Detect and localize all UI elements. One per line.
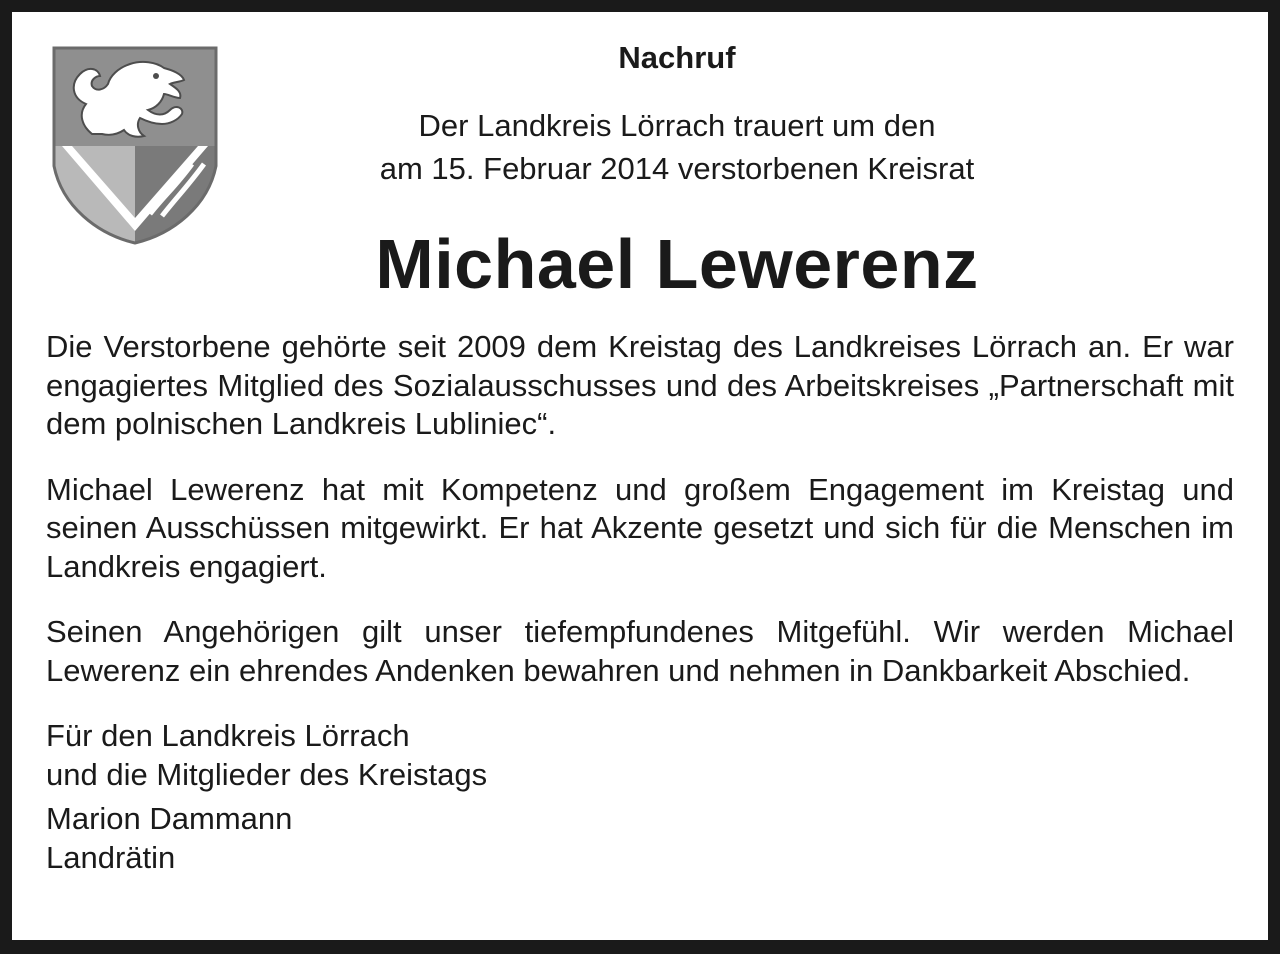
notice-kicker: Nachruf xyxy=(618,40,736,75)
notice-body xyxy=(46,328,1234,883)
notice-header xyxy=(242,40,1112,190)
obituary-notice xyxy=(12,12,1268,940)
signature-org-line-1: Für den Landkreis Lörrach xyxy=(46,718,410,753)
paragraph-3: Seinen Angehörigen gilt unser tiefempfundenes Mitgefühl. Wir werden Michael Lewerenz ein ehrendes Andenken bewahren und nehmen in Dankbarkeit Abschied. xyxy=(46,614,1234,688)
signatory-title: Landrätin xyxy=(46,839,176,875)
intro-line-2: am 15. Februar 2014 verstorbenen Kreisrat xyxy=(379,151,975,186)
intro-line-1: Der Landkreis Lörrach trauert um den xyxy=(418,108,936,143)
paragraph-1: Die Verstorbene gehörte seit 2009 dem Kreistag des Landkreises Lörrach an. Er war engagiertes Mitglied des Sozialausschusses und des Arbeitskreises „Partnerschaft mit dem polnischen Landkreis Lubliniec“. xyxy=(46,329,1234,441)
paragraph-2: Michael Lewerenz hat mit Kompetenz und großem Engagement im Kreistag und seinen Ausschüssen mitgewirkt. Er hat Akzente gesetzt und sich für die Menschen im Landkreis engagiert. xyxy=(46,471,1234,584)
signature-person xyxy=(46,800,1234,877)
signature-org-line-2: und die Mitglieder des Kreistags xyxy=(46,756,488,792)
coat-of-arms-icon xyxy=(52,46,218,245)
deceased-name: Michael Lewerenz xyxy=(375,225,979,303)
signatory-name: Marion Dammann xyxy=(46,801,293,836)
signature-organization xyxy=(46,717,1234,794)
